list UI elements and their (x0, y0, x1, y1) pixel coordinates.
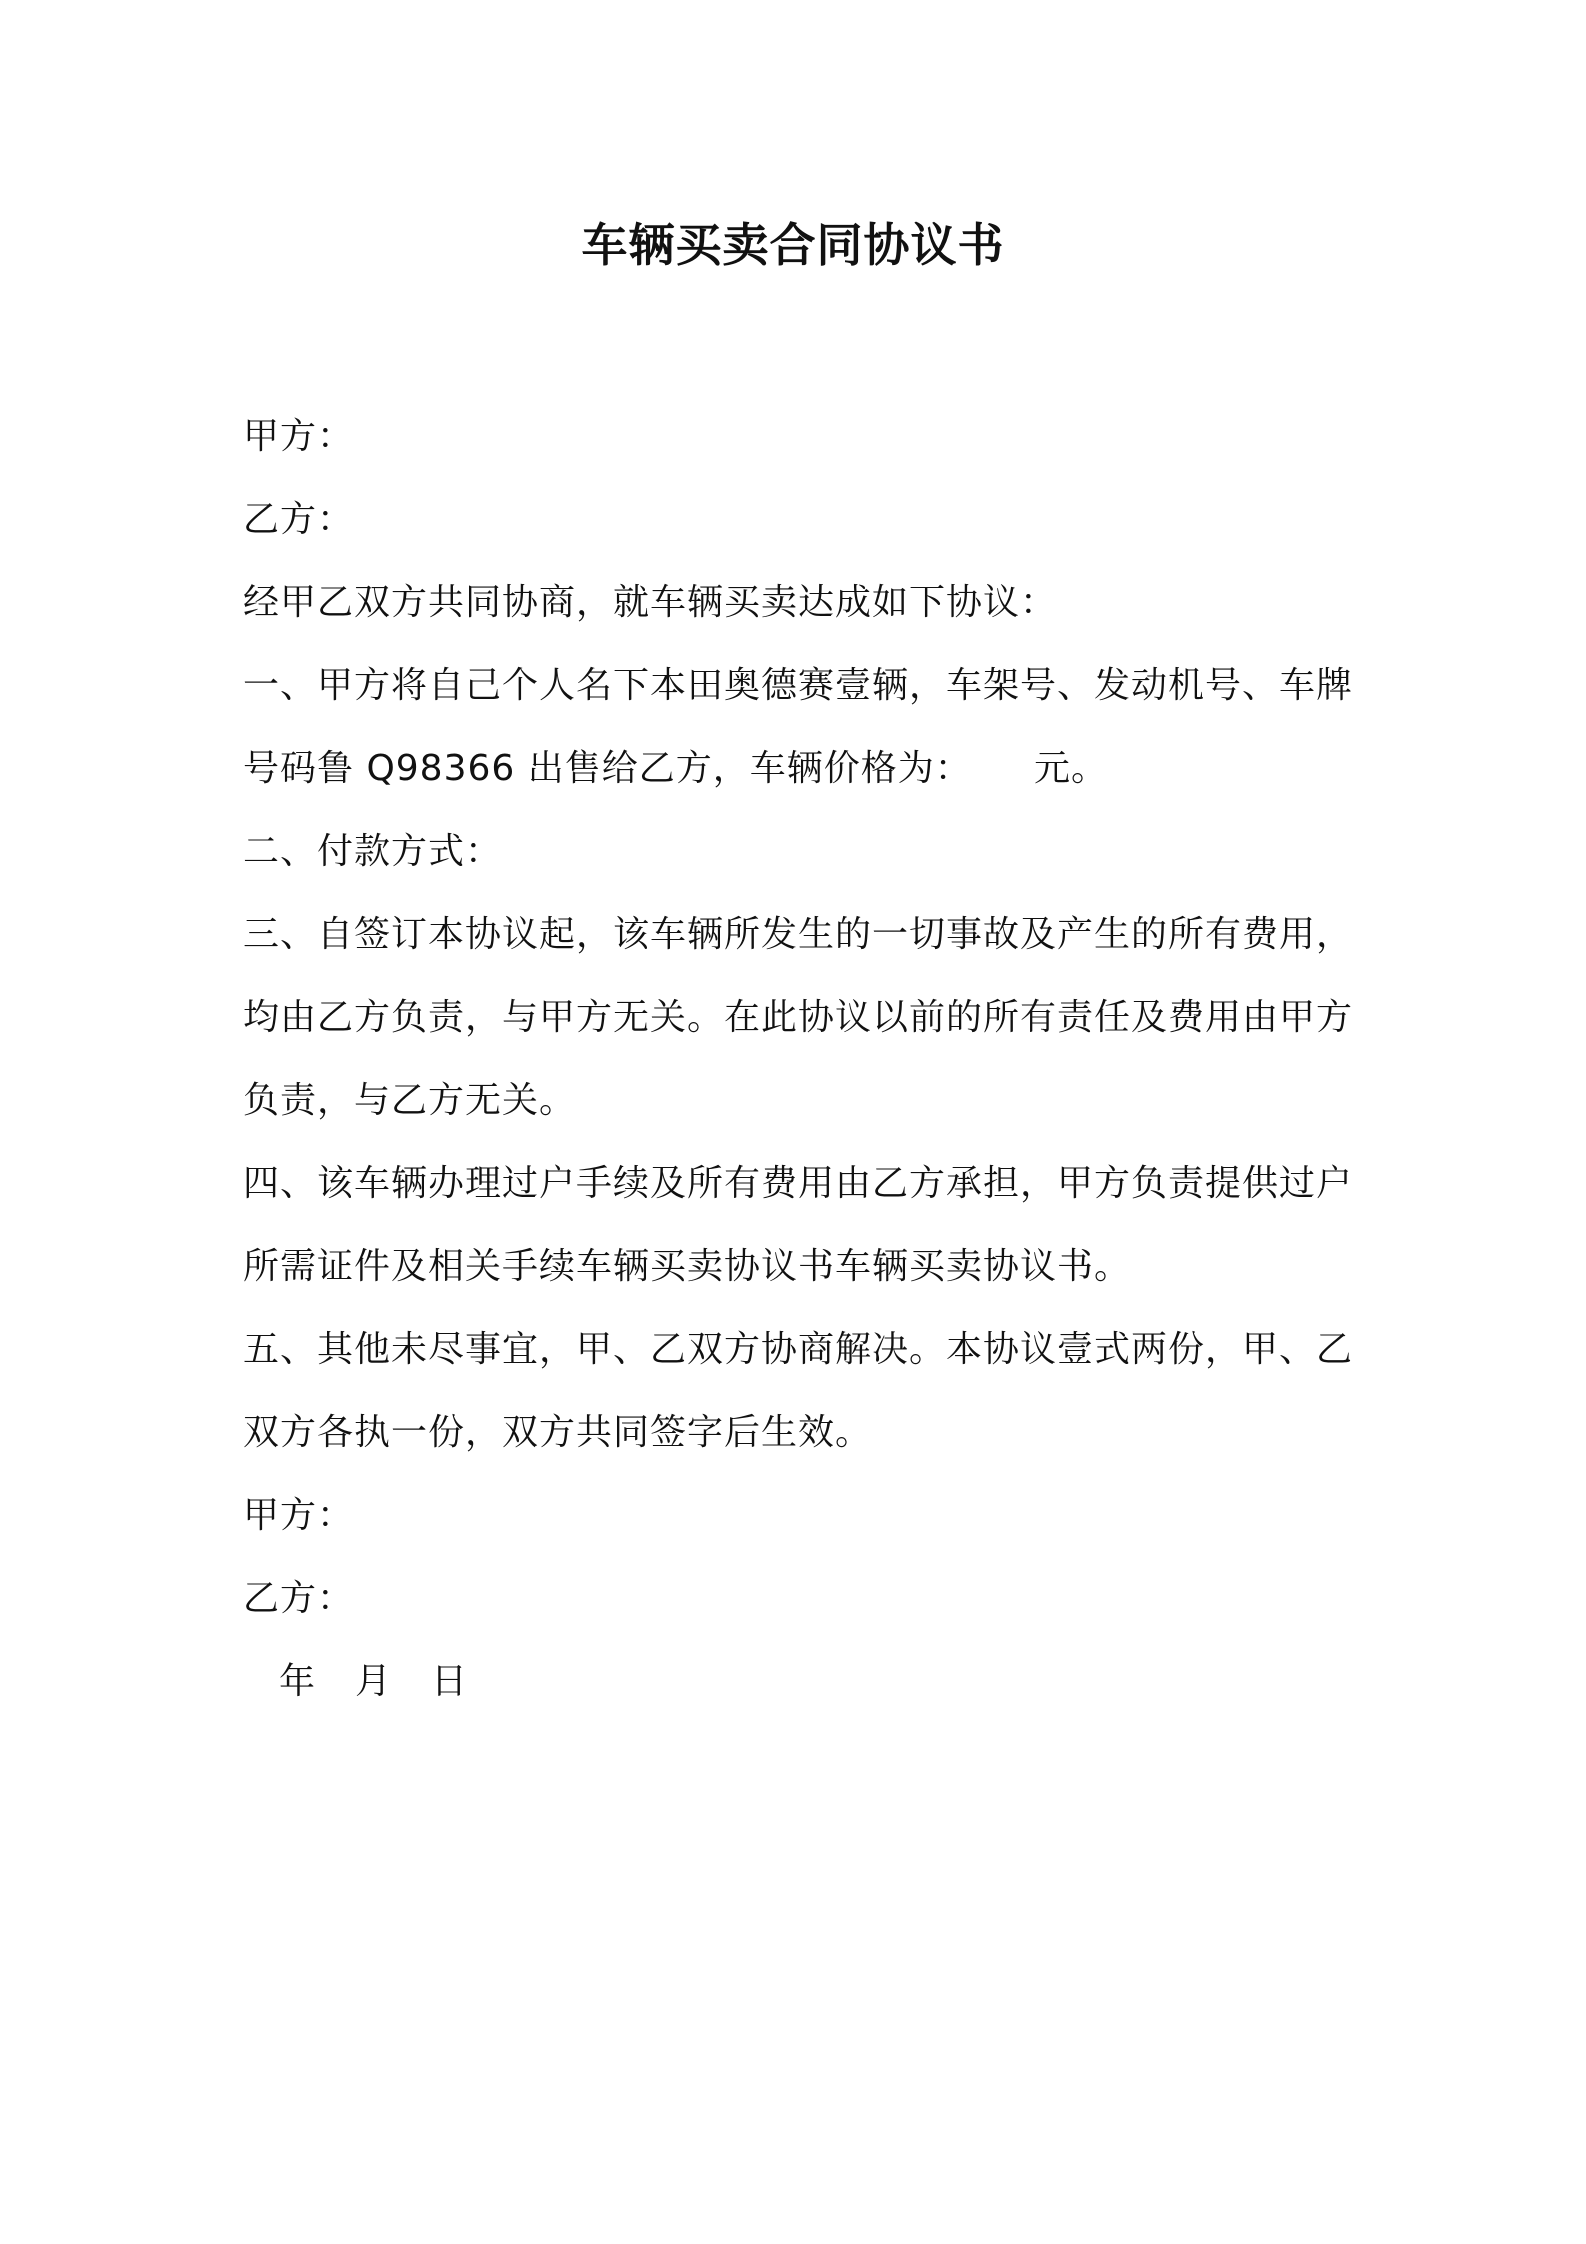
clause-2-line-1: 二、付款方式： (243, 831, 503, 872)
date-year: 年 (279, 1661, 316, 1702)
clause-3-line-3: 负责，与乙方无关。 (243, 1080, 577, 1121)
date-month: 月 (355, 1661, 392, 1702)
clause-1-line-2: 号码鲁 Q98366 出售给乙方，车辆价格为： 元。 (243, 748, 1108, 789)
clause-1-line-1: 一、甲方将自己个人名下本田奥德赛壹辆，车架号、发动机号、车牌 (243, 665, 1354, 706)
party-a-label: 甲方： (243, 416, 355, 457)
clause-5-line-1: 五、其他未尽事宜，甲、乙双方协商解决。本协议壹式两份，甲、乙 (243, 1329, 1354, 1370)
date-day: 日 (431, 1661, 468, 1702)
clause-5-line-2: 双方各执一份，双方共同签字后生效。 (243, 1412, 873, 1453)
clause-3-line-1: 三、自签订本协议起，该车辆所发生的一切事故及产生的所有费用， (243, 914, 1354, 955)
clause-4-line-1: 四、该车辆办理过户手续及所有费用由乙方承担，甲方负责提供过户 (243, 1163, 1354, 1204)
clause-3-line-2: 均由乙方负责，与甲方无关。在此协议以前的所有责任及费用由甲方 (243, 997, 1354, 1038)
clause-4-line-2: 所需证件及相关手续车辆买卖协议书车辆买卖协议书。 (243, 1246, 1132, 1287)
date-line (279, 1657, 467, 1707)
signature-party-a: 甲方： (243, 1495, 355, 1536)
signature-party-b: 乙方： (243, 1578, 355, 1619)
preamble-text: 经甲乙双方共同协商，就车辆买卖达成如下协议： (243, 582, 1058, 623)
document-title: 车辆买卖合同协议书 (581, 218, 1005, 272)
party-b-label: 乙方： (243, 499, 355, 540)
